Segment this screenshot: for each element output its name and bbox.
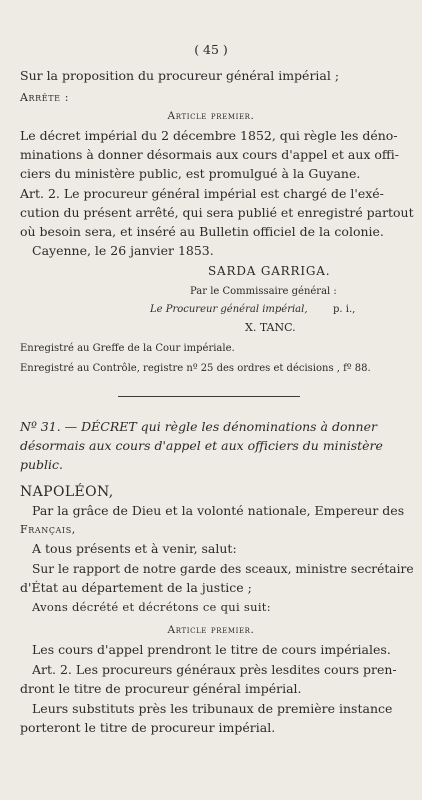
section-divider [118,396,300,397]
tous-presents-line: A tous présents et à venir, salut: [32,541,237,556]
proposition-line: Sur la proposition du procureur général impérial ; [20,68,340,83]
decree-paragraph-line-2: minations à donner désormais aux cours d'appel et aux offi- [20,147,400,162]
greffe-registration: Enregistré au Greffe de la Cour impériale. [20,343,235,354]
rapport-line-2: d'État au département de la justice ; [20,580,252,595]
substituts-line-2: porteront le titre de procureur impérial. [20,720,276,735]
grace-line-1: Par la grâce de Dieu et la volonté nationale, Empereur des [32,503,405,518]
rapport-line-1: Sur le rapport de notre garde des sceaux, ministre secrétaire [32,561,414,576]
art2-line-2: dront le titre de procureur général impérial. [20,681,302,696]
napoleon-heading: NAPOLÉON, [20,484,114,500]
article-premier-heading-1: Article premier. [167,110,255,122]
decree-paragraph-line-1: Le décret impérial du 2 décembre 1852, qui règle les déno- [20,128,398,143]
pi-abbrev: p. i., [333,304,356,315]
signatory-sarda-garriga: SARDA GARRIGA. [208,264,331,278]
substituts-line-1: Leurs substituts près les tribunaux de première instance [32,701,393,716]
procureur-general-line: Le Procureur général impérial, [150,304,308,315]
decree-title-line-1: Nº 31. — DÉCRET qui règle les dénominations à donner [20,419,377,434]
art2-line-1: Art. 2. Les procureurs généraux près lesdites cours pren- [32,662,397,677]
grace-line-2: Français, [20,523,76,536]
article-2-line-3: où besoin sera, et inséré au Bulletin officiel de la colonie. [20,224,384,239]
article-2-line-1: Art. 2. Le procureur général impérial est chargé de l'exé- [20,186,384,201]
cours-imperiales-line: Les cours d'appel prendront le titre de cours impériales. [32,642,391,657]
signatory-tanc: X. TANC. [245,321,296,334]
article-premier-heading-2: Article premier. [167,624,255,636]
date-line: Cayenne, le 26 janvier 1853. [32,243,214,258]
decree-paragraph-line-3: ciers du ministère public, est promulgué à la Guyane. [20,166,361,181]
par-le-commissaire: Par le Commissaire général : [190,286,337,297]
decree-title-line-2: désormais aux cours d'appel et aux officiers du ministère [20,438,383,453]
avons-decrete-line: Avons décrété et décrétons ce qui suit: [32,600,271,614]
decree-title-line-3: public. [20,457,64,472]
arrete-heading: Arrête : [20,91,70,104]
controle-registration: Enregistré au Contrôle, registre nº 25 des ordres et décisions , fº 88. [20,363,371,374]
article-2-line-2: cution du présent arrêté, qui sera publié et enregistré partout [20,205,414,220]
page-number: ( 45 ) [194,42,228,57]
